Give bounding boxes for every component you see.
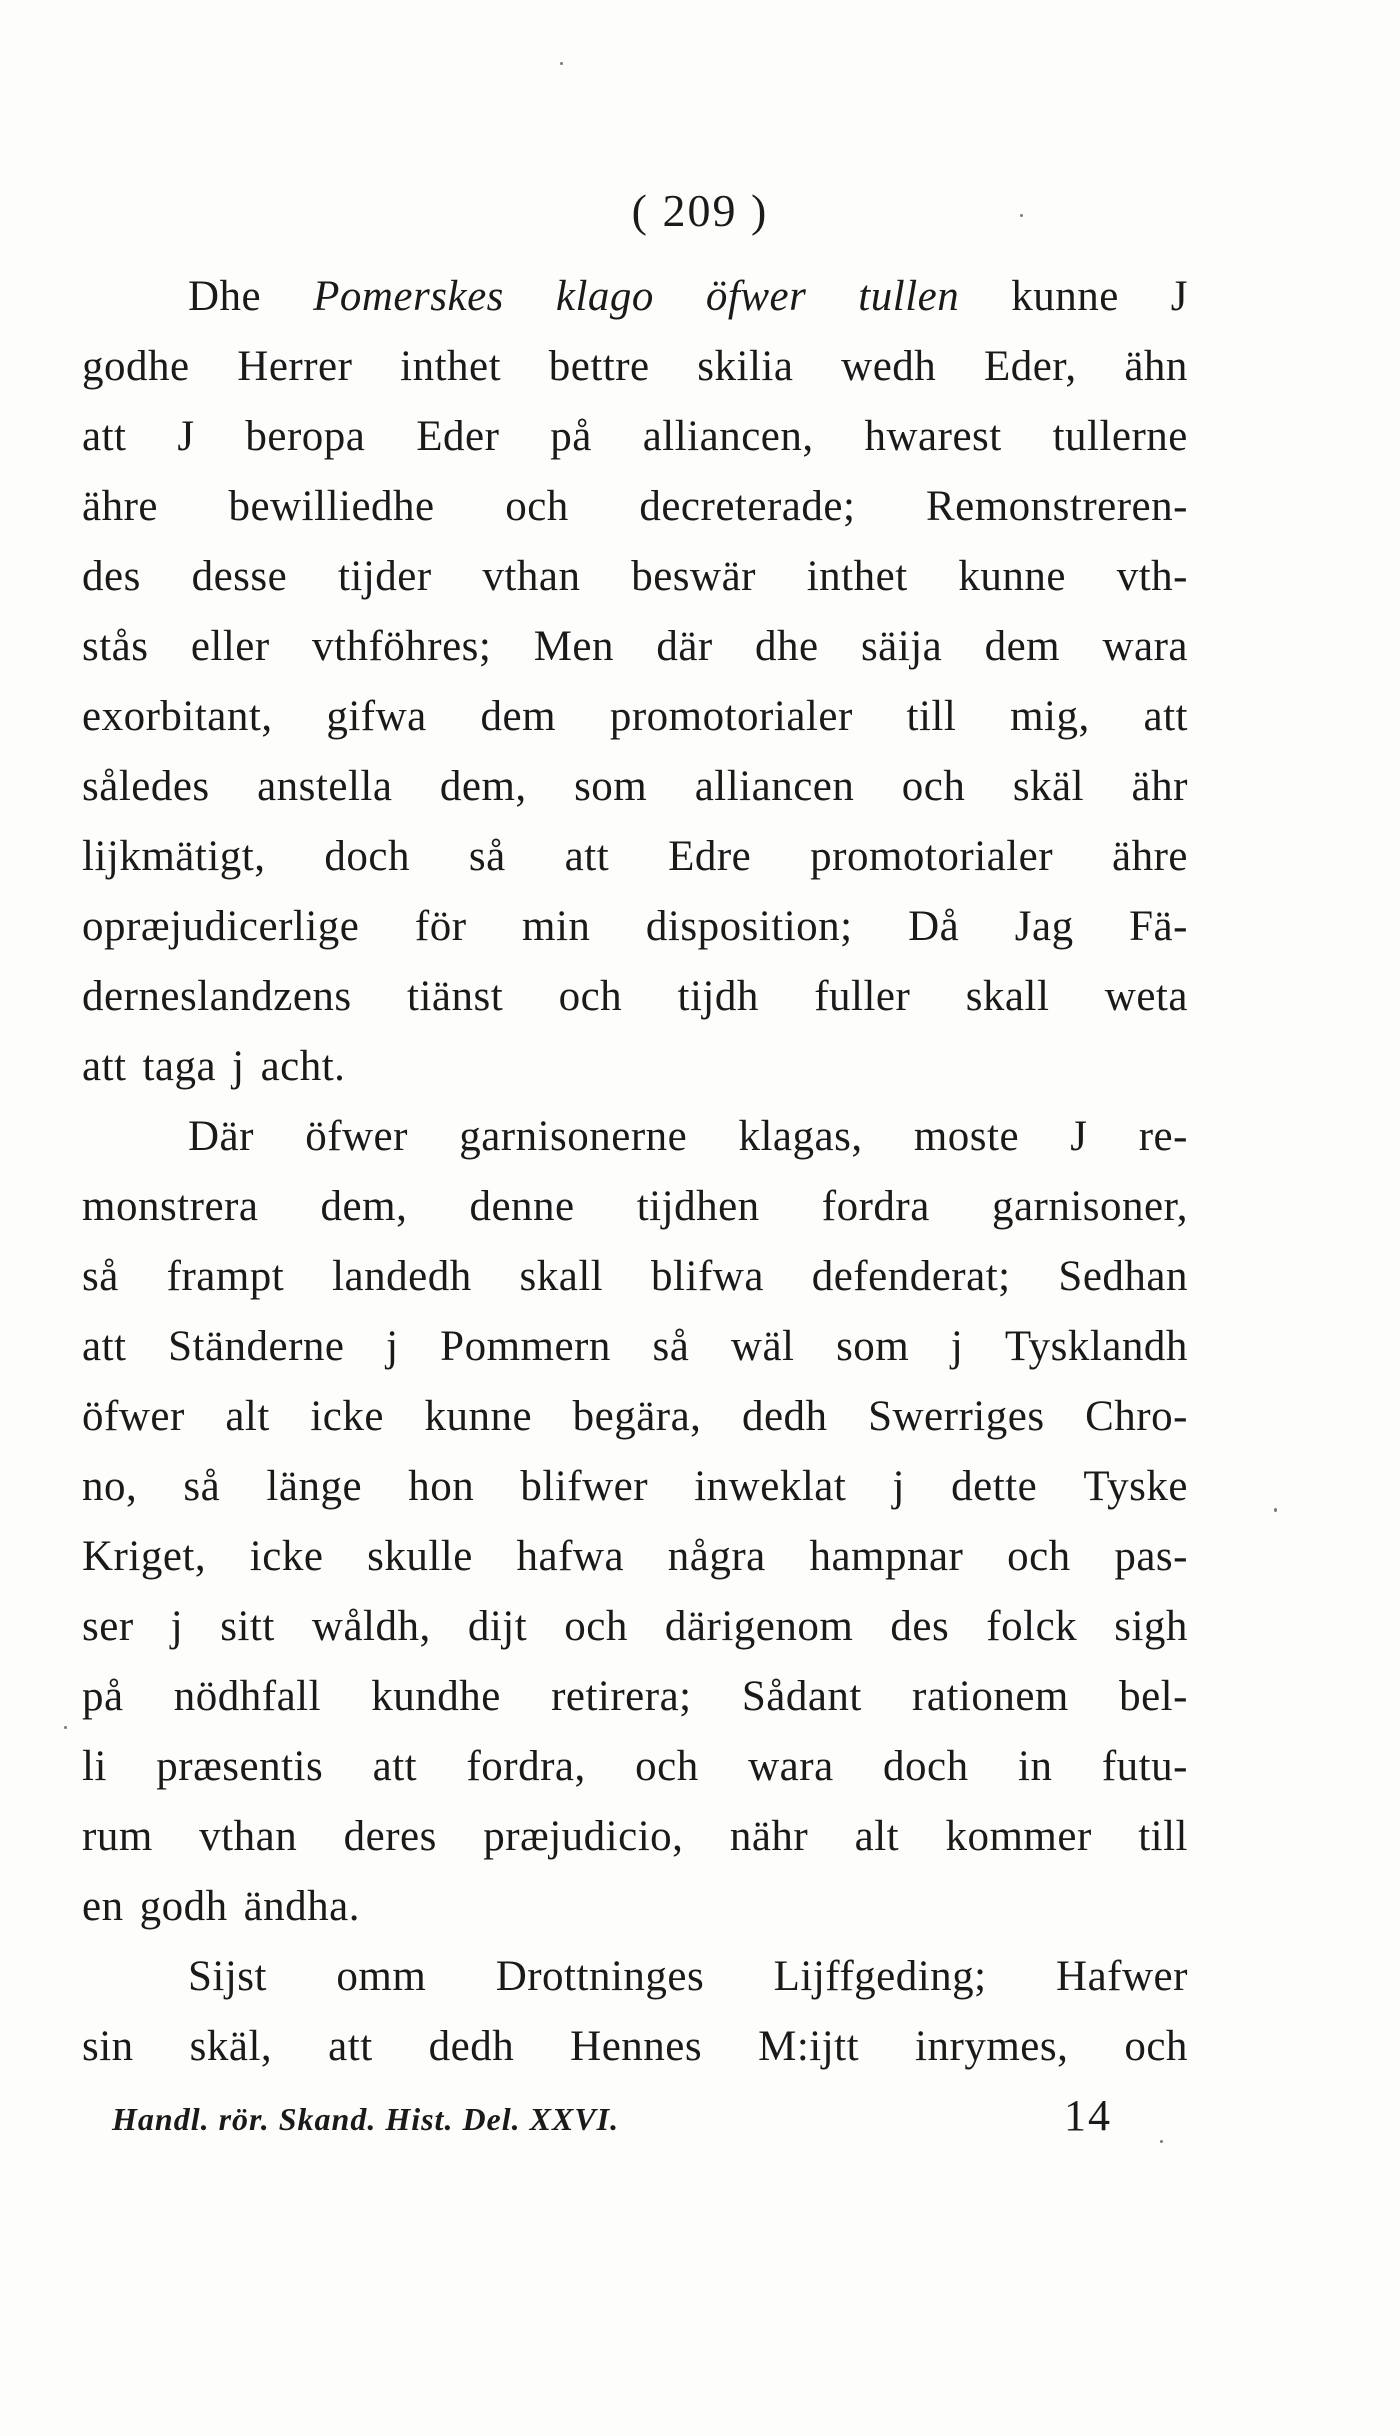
word: hafwa xyxy=(516,1533,625,1580)
word: kunne xyxy=(1011,273,1119,320)
word: Edre xyxy=(668,833,752,880)
word: Lijffgeding; xyxy=(773,1953,987,2000)
text-line xyxy=(82,272,1188,342)
word: Eder xyxy=(416,413,500,460)
text-line xyxy=(82,1812,1188,1882)
word: ser xyxy=(82,1603,134,1650)
text-line xyxy=(82,622,1188,692)
word: fordra, xyxy=(466,1743,586,1790)
word: mig, xyxy=(1010,693,1090,740)
text-line xyxy=(82,1882,1188,1952)
word: och xyxy=(1007,1533,1071,1580)
word: hwarest xyxy=(864,413,1002,460)
word: frampt xyxy=(166,1253,285,1300)
word: defenderat; xyxy=(811,1253,1011,1300)
text-line xyxy=(82,1112,1188,1182)
word: kunne xyxy=(424,1393,533,1440)
word: præsentis xyxy=(156,1743,324,1790)
paper-speck xyxy=(560,62,563,65)
word: alliancen, xyxy=(642,413,814,460)
word: för xyxy=(414,903,467,950)
word: omm xyxy=(336,1953,427,2000)
word: acht. xyxy=(260,1043,346,1090)
word: Ständerne xyxy=(168,1323,345,1370)
word: rationem xyxy=(912,1673,1069,1720)
word: gifwa xyxy=(326,693,427,740)
text-line xyxy=(82,482,1188,552)
word: landedh xyxy=(332,1253,472,1300)
word: garnisoner, xyxy=(991,1183,1188,1230)
word: promotorialer xyxy=(609,693,853,740)
word: ähre xyxy=(82,483,158,530)
word: skäl, xyxy=(189,2023,273,2070)
word: godhe xyxy=(82,343,190,390)
word: dem xyxy=(480,693,557,740)
word: Dhe xyxy=(188,273,262,320)
word: öfwer xyxy=(305,1113,408,1160)
word: præjudicio, xyxy=(483,1813,684,1860)
word: Swerriges xyxy=(868,1393,1045,1440)
word: moste xyxy=(913,1113,1020,1160)
text-line xyxy=(82,1672,1188,1742)
word: vthan xyxy=(199,1813,298,1860)
word: promotorialer xyxy=(810,833,1054,880)
word: Men xyxy=(533,623,615,670)
word: deres xyxy=(343,1813,437,1860)
word: wara xyxy=(1102,623,1188,670)
text-line xyxy=(82,1532,1188,1602)
word: Chro- xyxy=(1085,1393,1188,1440)
word: där xyxy=(656,623,713,670)
word: tullerne xyxy=(1052,413,1188,460)
word: bettre xyxy=(548,343,650,390)
word: rum xyxy=(82,1813,153,1860)
word: tiänst xyxy=(407,973,504,1020)
word: wara xyxy=(748,1743,834,1790)
word: beswär xyxy=(631,553,756,600)
word: nähr xyxy=(729,1813,809,1860)
word: in xyxy=(1018,1743,1053,1790)
text-line xyxy=(82,902,1188,972)
word: vth- xyxy=(1116,553,1188,600)
word: alliancen xyxy=(694,763,855,810)
word: j xyxy=(386,1323,399,1370)
word: att xyxy=(372,1743,418,1790)
word: dem, xyxy=(439,763,527,810)
word: godh xyxy=(139,1883,228,1930)
word: dhe xyxy=(755,623,819,670)
text-line xyxy=(82,1322,1188,1392)
word: sigh xyxy=(1114,1603,1188,1650)
word: Hennes xyxy=(570,2023,703,2070)
word: fuller xyxy=(814,973,911,1020)
printer-signature: Handl. rör. Skand. Hist. Del. XXVI. xyxy=(112,2101,620,2137)
paper-speck xyxy=(1160,2140,1163,2143)
word: att xyxy=(82,1323,127,1370)
word: wäl xyxy=(730,1323,795,1370)
text-line xyxy=(82,1462,1188,1532)
word: begära, xyxy=(572,1393,702,1440)
word: Tysklandh xyxy=(1004,1323,1188,1370)
word: Pommern xyxy=(440,1323,611,1370)
text-line xyxy=(82,552,1188,622)
word: monstrera xyxy=(82,1183,259,1230)
word: att xyxy=(564,833,610,880)
word: lijkmätigt, xyxy=(82,833,266,880)
word: så xyxy=(82,1253,119,1300)
word: på xyxy=(82,1673,124,1720)
word: så xyxy=(183,1463,221,1510)
word: inthet xyxy=(806,553,908,600)
word: klagas, xyxy=(738,1113,863,1160)
word: Eder, xyxy=(983,343,1077,390)
word: ähr xyxy=(1131,763,1188,810)
sheet-number: 14 xyxy=(1064,2091,1112,2140)
word: Fä- xyxy=(1129,903,1188,950)
word: li xyxy=(82,1743,107,1790)
word: denne xyxy=(469,1183,575,1230)
word: re- xyxy=(1138,1113,1188,1160)
word: kunne xyxy=(958,553,1066,600)
word: Där xyxy=(188,1113,254,1160)
word: inweklat xyxy=(694,1463,847,1510)
word: folck xyxy=(986,1603,1078,1650)
word: Då xyxy=(908,903,960,950)
word: en xyxy=(82,1883,124,1930)
word: opræjudicerlige xyxy=(82,903,360,950)
word: dem xyxy=(984,623,1061,670)
page-footer xyxy=(112,2090,1112,2141)
word: pas- xyxy=(1114,1533,1188,1580)
word: tijdh xyxy=(677,973,759,1020)
word: Jag xyxy=(1014,903,1074,950)
page-number: ( 209 ) xyxy=(631,185,769,236)
word: dedh xyxy=(428,2023,515,2070)
word: öfwer xyxy=(705,273,807,320)
word: och xyxy=(564,1603,628,1650)
text-line xyxy=(82,412,1188,482)
word: exorbitant, xyxy=(82,693,273,740)
word: J xyxy=(177,413,195,460)
text-line xyxy=(82,1252,1188,1322)
text-line xyxy=(82,832,1188,902)
word: min xyxy=(522,903,591,950)
text-line xyxy=(82,1602,1188,1672)
word: klago xyxy=(555,273,654,320)
word: j xyxy=(892,1463,905,1510)
word: Remonstreren- xyxy=(925,483,1188,530)
word: J xyxy=(1070,1113,1088,1160)
word: ändha. xyxy=(243,1883,361,1930)
word: skilia xyxy=(697,343,794,390)
word: Drottninges xyxy=(495,1953,705,2000)
text-line xyxy=(82,762,1188,832)
word: att xyxy=(82,1043,127,1090)
paper-speck xyxy=(1020,214,1023,217)
word: ähn xyxy=(1124,343,1188,390)
word: derneslandzens xyxy=(82,973,352,1020)
word: eller xyxy=(190,623,270,670)
word: tijdhen xyxy=(636,1183,760,1230)
word: Herrer xyxy=(237,343,353,390)
word: kundhe xyxy=(371,1673,501,1720)
word: Hafwer xyxy=(1056,1953,1188,2000)
word: j xyxy=(232,1043,245,1090)
text-line xyxy=(82,1182,1188,1252)
word: nödhfall xyxy=(173,1673,322,1720)
word: stås xyxy=(82,623,149,670)
word: som xyxy=(574,763,648,810)
word: vthan xyxy=(482,553,581,600)
text-line xyxy=(82,1392,1188,1462)
word: hon xyxy=(408,1463,475,1510)
word: decreterade; xyxy=(639,483,856,530)
word: att xyxy=(82,413,127,460)
word: och xyxy=(635,1743,699,1790)
word: beropa xyxy=(245,413,366,460)
word: öfwer xyxy=(82,1393,185,1440)
word: länge xyxy=(266,1463,363,1510)
text-line xyxy=(82,2022,1188,2092)
word: M:ijtt xyxy=(758,2023,860,2070)
word: Sådant xyxy=(741,1673,862,1720)
text-line xyxy=(82,1952,1188,2022)
word: till xyxy=(906,693,957,740)
text-line xyxy=(82,342,1188,412)
word: dem, xyxy=(320,1183,408,1230)
word: vthföhres; xyxy=(312,623,492,670)
word: till xyxy=(1138,1813,1188,1860)
word: så xyxy=(652,1323,690,1370)
text-line xyxy=(82,1042,1188,1112)
text-line xyxy=(82,972,1188,1042)
word: anstella xyxy=(257,763,393,810)
word: wedh xyxy=(841,343,937,390)
word: alt xyxy=(225,1393,270,1440)
word: därigenom xyxy=(664,1603,854,1650)
word: tullen xyxy=(858,273,960,320)
word: och xyxy=(558,973,623,1020)
word: inrymes, xyxy=(915,2023,1069,2070)
word: och xyxy=(901,763,966,810)
word: no, xyxy=(82,1463,138,1510)
word: således xyxy=(82,763,210,810)
word: bel- xyxy=(1119,1673,1188,1720)
word: bewilliedhe xyxy=(228,483,435,530)
word: kommer xyxy=(945,1813,1092,1860)
word: sin xyxy=(82,2023,134,2070)
word: Kriget, xyxy=(82,1533,207,1580)
word: retirera; xyxy=(551,1673,692,1720)
word: desse xyxy=(191,553,288,600)
word: hampnar xyxy=(809,1533,964,1580)
word: som xyxy=(836,1323,910,1370)
word: doch xyxy=(324,833,410,880)
word: Pomerskes xyxy=(313,273,504,320)
word: j xyxy=(950,1323,964,1370)
word: dijt xyxy=(467,1603,528,1650)
word: fordra xyxy=(821,1183,930,1230)
word: skulle xyxy=(367,1533,473,1580)
body-text xyxy=(82,272,1188,2092)
word: några xyxy=(667,1533,766,1580)
paper-speck xyxy=(1274,1508,1277,1512)
word: tijder xyxy=(337,553,432,600)
word: säija xyxy=(860,623,943,670)
word: icke xyxy=(249,1533,324,1580)
word: garnisonerne xyxy=(459,1113,688,1160)
word: icke xyxy=(310,1393,384,1440)
text-line xyxy=(82,692,1188,762)
word: dette xyxy=(951,1463,1038,1510)
word: blifwer xyxy=(520,1463,649,1510)
word: Sedhan xyxy=(1058,1253,1188,1300)
word: och xyxy=(1124,2023,1188,2070)
word: des xyxy=(82,553,141,600)
word: så xyxy=(468,833,506,880)
word: skäl xyxy=(1012,763,1085,810)
word: sitt xyxy=(220,1603,275,1650)
word: och xyxy=(505,483,569,530)
word: taga xyxy=(142,1043,217,1090)
word: alt xyxy=(854,1813,900,1860)
word: dedh xyxy=(741,1393,828,1440)
word: disposition; xyxy=(645,903,853,950)
word: inthet xyxy=(400,343,502,390)
word: futu- xyxy=(1101,1743,1188,1790)
text-line xyxy=(82,1742,1188,1812)
paper-speck xyxy=(64,1726,67,1729)
word: weta xyxy=(1104,973,1188,1020)
word: J xyxy=(1170,273,1188,320)
word: blifwa xyxy=(651,1253,764,1300)
word: Sijst xyxy=(188,1953,267,2000)
word: att xyxy=(1143,693,1188,740)
word: ähre xyxy=(1112,833,1188,880)
word: att xyxy=(328,2023,373,2070)
word: på xyxy=(550,413,592,460)
word: skall xyxy=(519,1253,604,1300)
word: wåldh, xyxy=(311,1603,431,1650)
word: des xyxy=(890,1603,950,1650)
word: Tyske xyxy=(1083,1463,1188,1510)
word: doch xyxy=(883,1743,969,1790)
word: skall xyxy=(965,973,1050,1020)
word: j xyxy=(170,1603,184,1650)
